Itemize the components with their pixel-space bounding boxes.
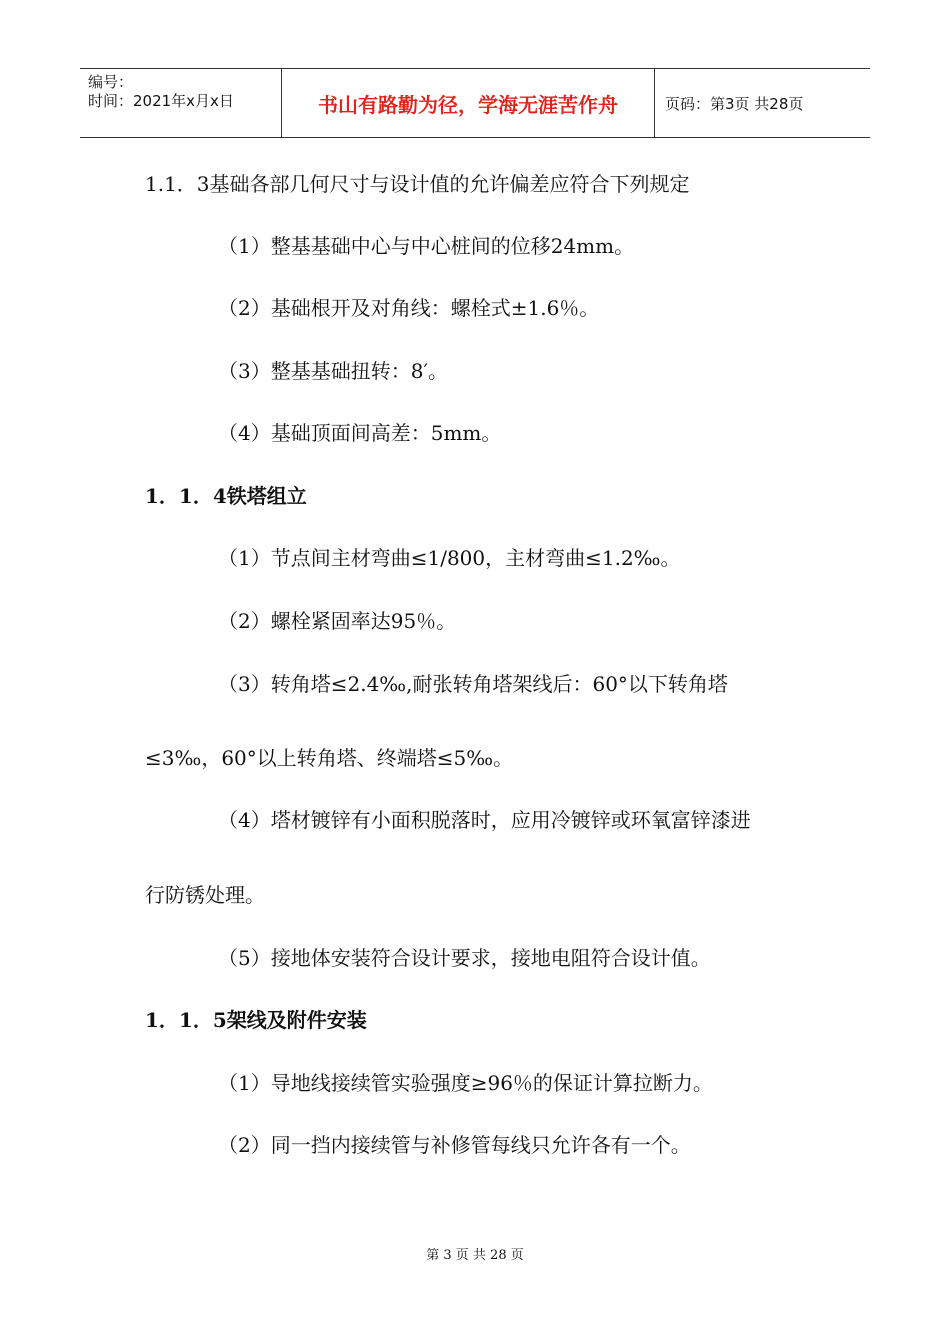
section-1-1-4-title: 1．1．4铁塔组立 bbox=[145, 484, 307, 508]
section-1-1-4-item-2: （2）螺栓紧固率达95％。 bbox=[218, 609, 457, 633]
section-1-1-3-item-1: （1）整基基础中心与中心桩间的位移24mm。 bbox=[218, 234, 635, 258]
section-1-1-4-item-4-line-1: （4）塔材镀锌有小面积脱落时，应用冷镀锌或环氧富锌漆进 bbox=[218, 808, 751, 832]
section-1-1-4-item-1: （1）节点间主材弯曲≤1/800，主材弯曲≤1.2‰。 bbox=[218, 546, 681, 570]
header-page-info: 页码：第3页 共28页 bbox=[665, 94, 804, 113]
section-1-1-4-item-3-line-2: ≤3‰，60°以上转角塔、终端塔≤5‰。 bbox=[145, 746, 514, 770]
section-1-1-3-item-4: （4）基础顶面间高差：5mm。 bbox=[218, 421, 502, 445]
section-1-1-4-item-3-line-1: （3）转角塔≤2.4‰,耐张转角塔架线后：60°以下转角塔 bbox=[218, 672, 728, 696]
page-header bbox=[80, 68, 870, 138]
page-footer: 第 3 页 共 28 页 bbox=[426, 1248, 524, 1263]
section-1-1-3-title: 1.1．3基础各部几何尺寸与设计值的允许偏差应符合下列规定 bbox=[145, 172, 690, 196]
section-1-1-5-title: 1．1．5架线及附件安装 bbox=[145, 1008, 367, 1032]
time-label: 时间：2021年x月x日 bbox=[88, 92, 234, 110]
section-1-1-5-item-2: （2）同一挡内接续管与补修管每线只允许各有一个。 bbox=[218, 1133, 691, 1157]
section-1-1-4-item-4-line-2: 行防锈处理。 bbox=[145, 883, 265, 907]
section-1-1-3-item-3: （3）整基基础扭转：8′。 bbox=[218, 359, 448, 383]
section-1-1-3-item-2: （2）基础根开及对角线：螺栓式±1.6％。 bbox=[218, 296, 600, 320]
header-meta bbox=[80, 69, 282, 137]
header-motto: 书山有路勤为径，学海无涯苦作舟 bbox=[282, 69, 655, 137]
number-label: 编号： bbox=[88, 73, 134, 91]
section-1-1-4-item-5: （5）接地体安装符合设计要求，接地电阻符合设计值。 bbox=[218, 946, 711, 970]
section-1-1-5-item-1: （1）导地线接续管实验强度≥96％的保证计算拉断力。 bbox=[218, 1071, 713, 1095]
